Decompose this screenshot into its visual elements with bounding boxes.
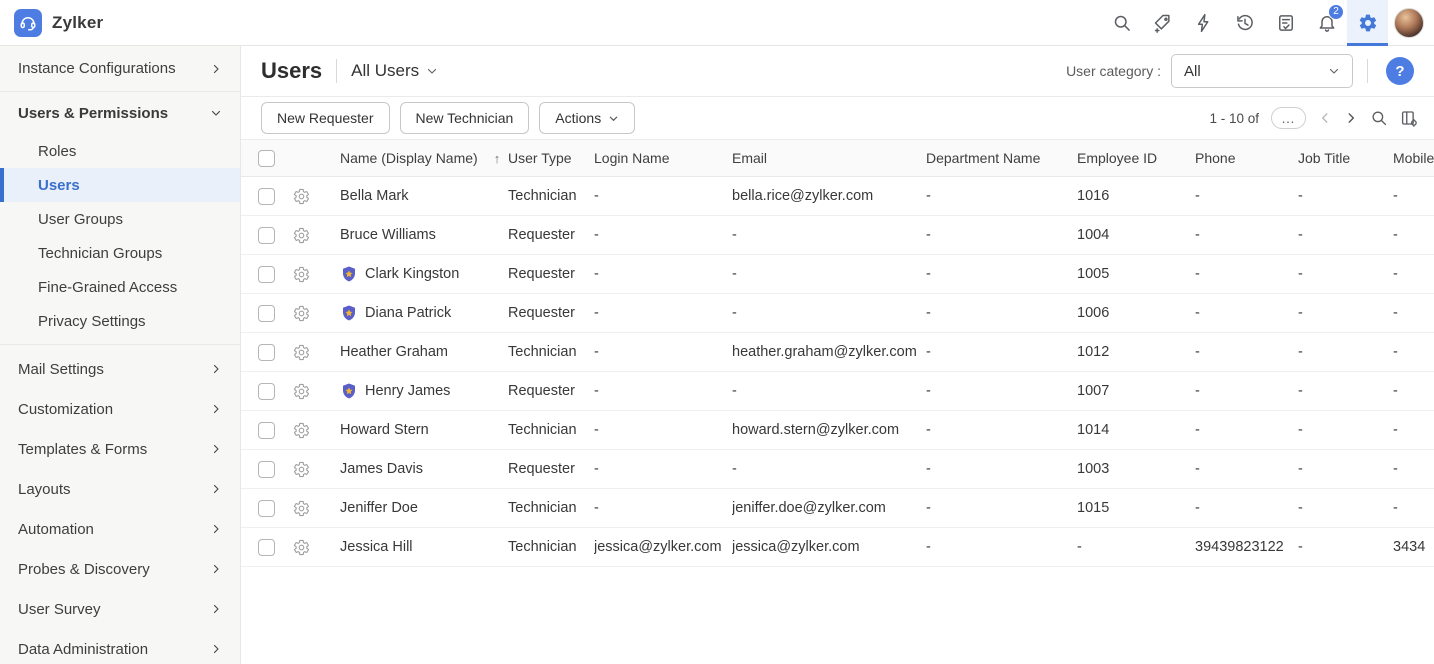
history-icon[interactable]	[1224, 0, 1265, 46]
cell-email: heather.graham@zylker.com	[732, 344, 917, 360]
chevron-down-icon	[1328, 65, 1340, 77]
cell-email: -	[732, 266, 737, 282]
cell-department: -	[926, 539, 931, 555]
cell-login-name: -	[594, 500, 599, 516]
row-settings-gear-icon[interactable]	[293, 383, 310, 400]
row-checkbox[interactable]	[258, 539, 275, 556]
table-row[interactable]	[241, 489, 1434, 528]
cell-email: -	[732, 461, 737, 477]
cell-mobile: -	[1393, 461, 1398, 477]
sidebar-section-users-permissions[interactable]: Users & Permissions	[0, 92, 240, 134]
chevron-right-icon	[210, 483, 222, 495]
cell-user-type: Requester	[508, 383, 575, 399]
cell-login-name: -	[594, 344, 599, 360]
cell-department: -	[926, 422, 931, 438]
cell-login-name: -	[594, 461, 599, 477]
row-checkbox[interactable]	[258, 344, 275, 361]
user-category-select[interactable]: All	[1171, 54, 1353, 88]
vip-badge-icon	[340, 382, 358, 400]
cell-login-name: -	[594, 383, 599, 399]
table-row[interactable]	[241, 372, 1434, 411]
cell-job-title: -	[1298, 227, 1303, 243]
table-body	[241, 177, 1434, 567]
cell-department: -	[926, 266, 931, 282]
column-header-user-type[interactable]: User Type	[508, 150, 572, 166]
cell-login-name: -	[594, 188, 599, 204]
help-icon[interactable]: ?	[1386, 57, 1414, 85]
cell-mobile: -	[1393, 266, 1398, 282]
column-header-email[interactable]: Email	[732, 150, 768, 166]
cell-email: -	[732, 383, 737, 399]
column-header-name[interactable]: Name (Display Name) ↑	[340, 150, 501, 166]
cell-department: -	[926, 305, 931, 321]
column-header-department[interactable]: Department Name	[926, 150, 1041, 166]
cell-login-name: -	[594, 266, 599, 282]
headset-icon	[19, 14, 37, 32]
cell-email: jessica@zylker.com	[732, 539, 860, 555]
notifications-bell-icon[interactable]	[1306, 0, 1347, 46]
main-content	[241, 46, 1434, 664]
cell-mobile: -	[1393, 422, 1398, 438]
row-settings-gear-icon[interactable]	[293, 344, 310, 361]
cell-job-title: -	[1298, 461, 1303, 477]
previous-page-icon[interactable]	[1318, 111, 1332, 125]
pagination-range: 1 - 10 of	[1209, 110, 1259, 126]
cell-mobile: -	[1393, 227, 1398, 243]
cell-phone: -	[1195, 461, 1200, 477]
sidebar-subitems	[0, 134, 240, 338]
notification-count-badge: 2	[1328, 4, 1344, 20]
cell-employee-id: 1005	[1077, 266, 1110, 282]
row-checkbox[interactable]	[258, 305, 275, 322]
row-settings-gear-icon[interactable]	[293, 500, 310, 517]
cell-login-name: jessica@zylker.com	[594, 539, 722, 555]
cell-mobile: -	[1393, 500, 1398, 516]
cell-user-type: Requester	[508, 461, 575, 477]
table-header	[241, 140, 1434, 177]
users-table	[241, 140, 1434, 567]
row-checkbox[interactable]	[258, 383, 275, 400]
cell-mobile: -	[1393, 188, 1398, 204]
sidebar-item-user-groups[interactable]: User Groups	[38, 210, 124, 228]
chevron-down-icon	[608, 113, 619, 124]
cell-job-title: -	[1298, 422, 1303, 438]
cell-employee-id: 1016	[1077, 188, 1110, 204]
user-display-name[interactable]: Bruce Williams	[340, 227, 436, 243]
user-display-name[interactable]: Jeniffer Doe	[340, 500, 418, 516]
chevron-right-icon	[210, 603, 222, 615]
audit-log-icon[interactable]	[1265, 0, 1306, 46]
column-settings-icon[interactable]	[1400, 109, 1418, 127]
cell-email: -	[732, 227, 737, 243]
row-settings-gear-icon[interactable]	[293, 461, 310, 478]
cell-employee-id: 1015	[1077, 500, 1110, 516]
cell-email: jeniffer.doe@zylker.com	[732, 500, 886, 516]
cell-job-title: -	[1298, 539, 1303, 555]
cell-user-type: Technician	[508, 539, 577, 555]
cell-phone: -	[1195, 227, 1200, 243]
top-bar	[0, 0, 1434, 46]
vip-badge-icon	[340, 265, 358, 283]
sidebar-item-roles[interactable]: Roles	[38, 142, 77, 160]
settings-sidebar	[0, 46, 241, 664]
cell-employee-id: 1003	[1077, 461, 1110, 477]
sidebar-item-privacy-settings[interactable]: Privacy Settings	[38, 312, 146, 330]
table-row[interactable]	[241, 333, 1434, 372]
row-settings-gear-icon[interactable]	[293, 188, 310, 205]
search-list-icon[interactable]	[1370, 109, 1388, 127]
page-header	[241, 46, 1434, 97]
cell-mobile: -	[1393, 305, 1398, 321]
next-page-icon[interactable]	[1344, 111, 1358, 125]
cell-employee-id: 1014	[1077, 422, 1110, 438]
chevron-right-icon	[210, 403, 222, 415]
user-display-name[interactable]: Henry James	[365, 383, 451, 399]
column-header-job-title[interactable]: Job Title	[1298, 150, 1351, 166]
chevron-right-icon	[210, 643, 222, 655]
user-display-name[interactable]: Heather Graham	[340, 344, 448, 360]
cell-job-title: -	[1298, 305, 1303, 321]
cell-user-type: Technician	[508, 422, 577, 438]
flash-icon[interactable]	[1183, 0, 1224, 46]
cell-login-name: -	[594, 305, 599, 321]
sidebar-section-user-survey[interactable]: User Survey	[0, 589, 240, 629]
cell-job-title: -	[1298, 188, 1303, 204]
cell-email: -	[732, 305, 737, 321]
cell-mobile: -	[1393, 383, 1398, 399]
cell-phone: -	[1195, 266, 1200, 282]
page-title: Users	[261, 58, 323, 83]
cell-employee-id: 1004	[1077, 227, 1110, 243]
sidebar-item-instance-configurations[interactable]: Instance Configurations	[0, 46, 240, 92]
cell-job-title: -	[1298, 344, 1303, 360]
user-category-label: User category :	[1066, 63, 1161, 79]
cell-email: howard.stern@zylker.com	[732, 422, 900, 438]
chevron-right-icon	[210, 363, 222, 375]
row-checkbox[interactable]	[258, 188, 275, 205]
cell-job-title: -	[1298, 500, 1303, 516]
row-settings-gear-icon[interactable]	[293, 539, 310, 556]
sidebar-sections	[0, 345, 240, 664]
cell-user-type: Technician	[508, 188, 577, 204]
sort-ascending-icon[interactable]: ↑	[493, 150, 501, 166]
row-settings-gear-icon[interactable]	[293, 305, 310, 322]
cell-department: -	[926, 344, 931, 360]
table-row[interactable]	[241, 216, 1434, 255]
sidebar-item-fine-grained-access[interactable]: Fine-Grained Access	[38, 278, 178, 296]
user-display-name[interactable]: James Davis	[340, 461, 423, 477]
cell-user-type: Requester	[508, 305, 575, 321]
add-tag-icon[interactable]	[1142, 0, 1183, 46]
sidebar-section-automation[interactable]: Automation	[0, 509, 240, 549]
chevron-down-icon	[426, 65, 438, 77]
sidebar-section-data-administration[interactable]: Data Administration	[0, 629, 240, 664]
cell-employee-id: 1012	[1077, 344, 1110, 360]
sidebar-item-users[interactable]: Users	[0, 168, 240, 202]
column-header-employee-id[interactable]: Employee ID	[1077, 150, 1158, 166]
cell-employee-id: 1007	[1077, 383, 1110, 399]
actions-button[interactable]: Actions	[539, 102, 635, 134]
table-row[interactable]	[241, 294, 1434, 333]
row-checkbox[interactable]	[258, 266, 275, 283]
vip-badge-icon	[340, 304, 358, 322]
row-checkbox[interactable]	[258, 500, 275, 517]
pagination-count-loader[interactable]: …	[1271, 107, 1306, 129]
search-icon[interactable]	[1101, 0, 1142, 46]
cell-user-type: Technician	[508, 344, 577, 360]
sidebar-section-layouts[interactable]: Layouts	[0, 469, 240, 509]
cell-job-title: -	[1298, 266, 1303, 282]
chevron-right-icon	[210, 563, 222, 575]
brand-name: Zylker	[52, 12, 104, 32]
sidebar-item-technician-groups[interactable]: Technician Groups	[38, 244, 163, 262]
user-display-name[interactable]: Howard Stern	[340, 422, 429, 438]
chevron-right-icon	[210, 63, 222, 75]
app-logo[interactable]	[14, 9, 42, 37]
cell-phone: -	[1195, 188, 1200, 204]
cell-mobile: -	[1393, 344, 1398, 360]
cell-phone: 39439823122	[1195, 539, 1284, 555]
row-checkbox[interactable]	[258, 422, 275, 439]
row-checkbox[interactable]	[258, 461, 275, 478]
cell-phone: -	[1195, 422, 1200, 438]
cell-user-type: Requester	[508, 266, 575, 282]
cell-department: -	[926, 188, 931, 204]
cell-phone: -	[1195, 344, 1200, 360]
cell-user-type: Requester	[508, 227, 575, 243]
cell-department: -	[926, 383, 931, 399]
row-settings-gear-icon[interactable]	[293, 422, 310, 439]
cell-employee-id: 1006	[1077, 305, 1110, 321]
chevron-right-icon	[210, 523, 222, 535]
sidebar-section-customization[interactable]: Customization	[0, 389, 240, 429]
table-row[interactable]	[241, 177, 1434, 216]
user-display-name[interactable]: Diana Patrick	[365, 305, 452, 321]
cell-department: -	[926, 461, 931, 477]
chevron-right-icon	[210, 443, 222, 455]
cell-phone: -	[1195, 383, 1200, 399]
settings-gear-icon[interactable]	[1347, 0, 1388, 46]
cell-phone: -	[1195, 305, 1200, 321]
sidebar-section-templates-forms[interactable]: Templates & Forms	[0, 429, 240, 469]
cell-email: bella.rice@zylker.com	[732, 188, 874, 204]
column-header-mobile[interactable]: Mobile	[1393, 150, 1434, 166]
user-display-name[interactable]: Clark Kingston	[365, 266, 460, 282]
cell-department: -	[926, 500, 931, 516]
pagination	[1209, 107, 1418, 129]
cell-login-name: -	[594, 422, 599, 438]
row-settings-gear-icon[interactable]	[293, 227, 310, 244]
new-requester-button[interactable]: New Requester	[261, 102, 390, 134]
column-header-phone[interactable]: Phone	[1195, 150, 1236, 166]
new-technician-button[interactable]: New Technician	[400, 102, 530, 134]
table-row[interactable]	[241, 450, 1434, 489]
chevron-down-icon	[210, 107, 222, 119]
cell-department: -	[926, 227, 931, 243]
sidebar-section-mail-settings[interactable]: Mail Settings	[0, 349, 240, 389]
user-avatar[interactable]	[1394, 8, 1424, 38]
select-all-checkbox[interactable]	[258, 150, 275, 167]
cell-job-title: -	[1298, 383, 1303, 399]
toolbar	[241, 97, 1434, 140]
row-checkbox[interactable]	[258, 227, 275, 244]
cell-login-name: -	[594, 227, 599, 243]
sidebar-section-probes-discovery[interactable]: Probes & Discovery	[0, 549, 240, 589]
row-settings-gear-icon[interactable]	[293, 266, 310, 283]
table-row[interactable]	[241, 255, 1434, 294]
column-header-login-name[interactable]: Login Name	[594, 150, 670, 166]
cell-phone: -	[1195, 500, 1200, 516]
user-display-name[interactable]: Jessica Hill	[340, 539, 413, 555]
cell-mobile: 3434	[1393, 539, 1426, 555]
cell-user-type: Technician	[508, 500, 577, 516]
user-display-name[interactable]: Bella Mark	[340, 188, 409, 204]
table-row[interactable]	[241, 411, 1434, 450]
cell-employee-id: -	[1077, 539, 1082, 555]
view-selector[interactable]: All Users	[351, 61, 438, 81]
table-row[interactable]	[241, 528, 1434, 567]
